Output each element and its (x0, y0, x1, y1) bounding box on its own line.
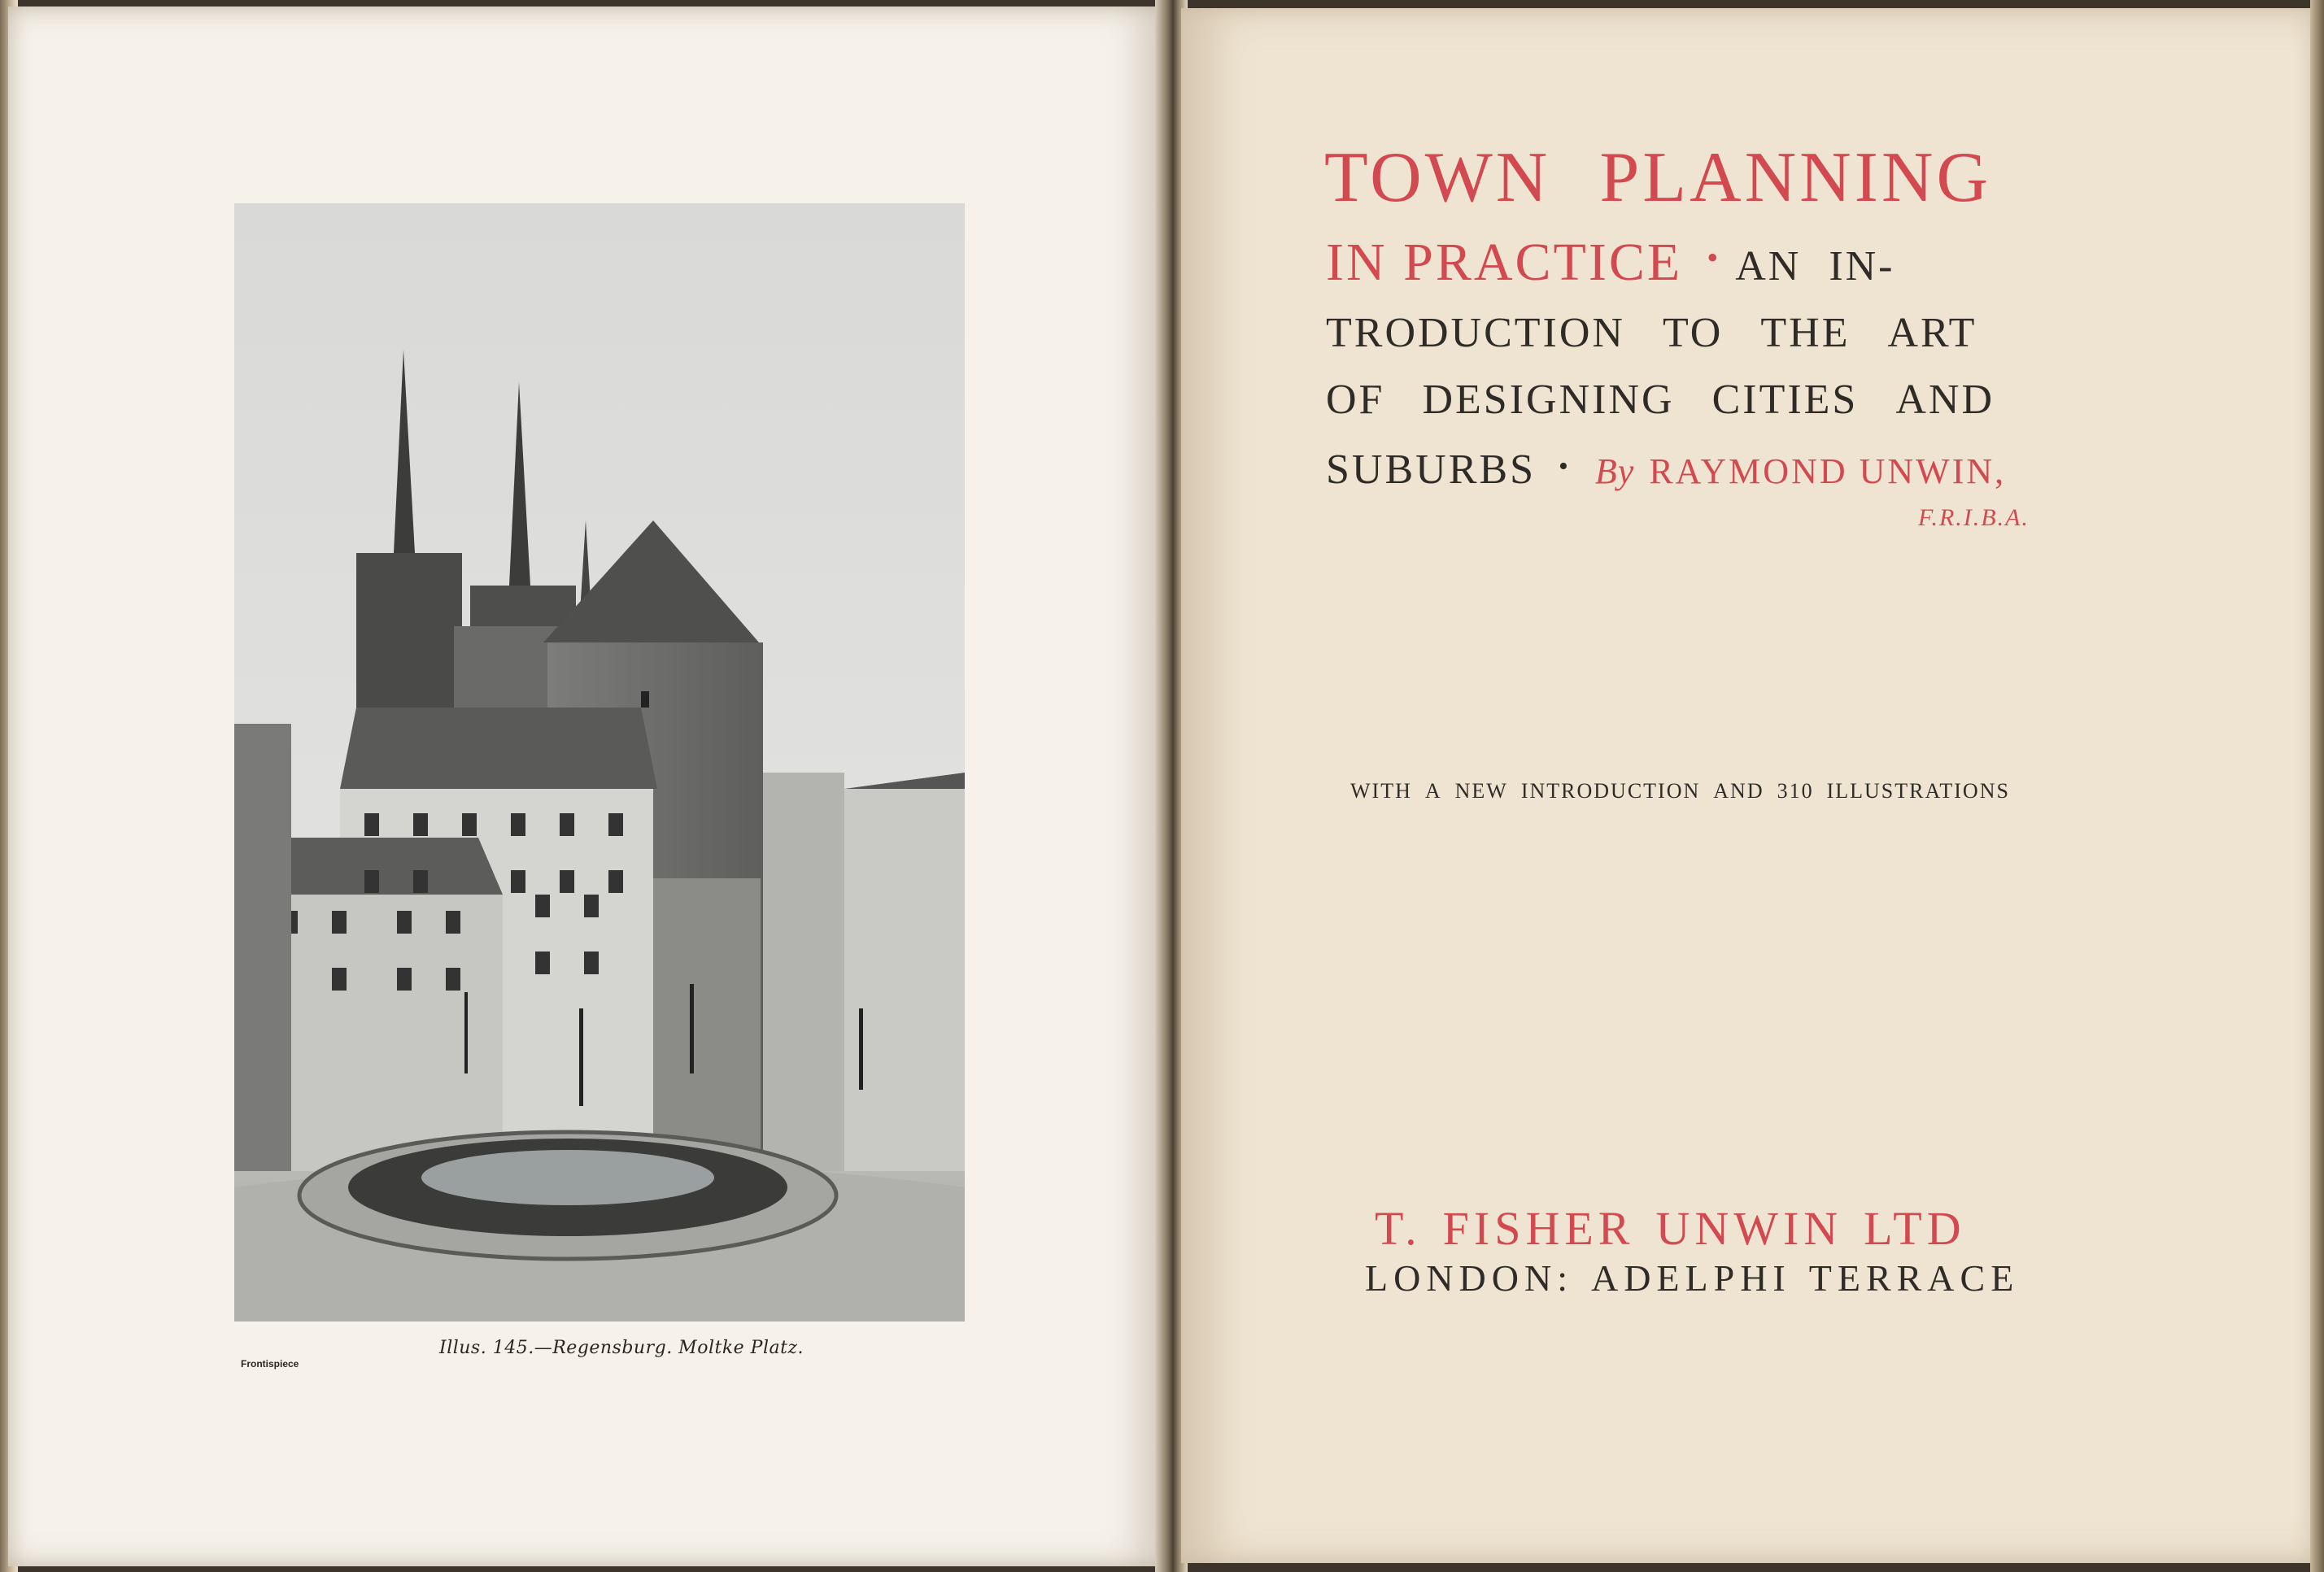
edition-word: A (1424, 779, 1442, 803)
edition-word: AND (1713, 779, 1764, 803)
subtitle-word-suburbs: SUBURBS (1326, 446, 1536, 493)
title-word-town: TOWN (1324, 138, 1551, 217)
author-name: RAYMOND UNWIN, (1649, 451, 2007, 491)
title-line-1 (1324, 137, 1991, 219)
publisher-word: FISHER (1442, 1202, 1635, 1255)
byline-by: By (1594, 451, 1635, 491)
subtitle-word: AND (1895, 377, 1995, 423)
subtitle-line-4 (1326, 376, 1995, 424)
address-word: LONDON: (1365, 1257, 1573, 1299)
subtitle-word: TO (1662, 310, 1724, 356)
byline-separator-dot: • (1559, 451, 1571, 481)
address-word: TERRACE (1808, 1257, 2020, 1299)
publisher-word: LTD (1864, 1202, 1966, 1255)
subtitle-word: ART (1887, 310, 1977, 356)
frontispiece-label: Frontispiece (241, 1358, 299, 1370)
edition-word: ILLUSTRATIONS (1826, 779, 2010, 803)
publisher-word: UNWIN (1655, 1202, 1843, 1255)
subtitle-word: OF (1326, 377, 1385, 423)
subtitle-word: TRODUCTION (1326, 310, 1625, 356)
edition-word: 310 (1777, 779, 1814, 803)
title-word-planning: PLANNING (1599, 138, 1992, 217)
author-credentials: F.R.I.B.A. (1918, 504, 2030, 531)
page-edge-right (2310, 0, 2324, 1572)
publisher-name (1375, 1201, 1966, 1256)
subtitle-word: DESIGNING (1422, 377, 1675, 423)
subtitle-line-5 (1326, 446, 2006, 494)
title-separator-dot: • (1707, 239, 1721, 276)
title-in-practice: IN PRACTICE (1326, 233, 1683, 292)
publisher-word: T. (1375, 1202, 1422, 1255)
subtitle-word: AN (1735, 243, 1802, 290)
title-line-2 (1326, 232, 1895, 294)
address-word: ADELPHI (1590, 1257, 1791, 1299)
regensburg-photo (234, 203, 965, 1322)
edition-word: WITH (1350, 779, 1412, 803)
subtitle-word: CITIES (1711, 377, 1859, 423)
subtitle-word: IN- (1829, 243, 1895, 290)
photo-caption: Illus. 145.—Regensburg. Moltke Platz. (439, 1338, 804, 1358)
edition-word: INTRODUCTION (1520, 779, 1701, 803)
edition-word: NEW (1454, 779, 1508, 803)
subtitle-word: THE (1760, 310, 1851, 356)
publisher-address (1365, 1256, 2019, 1300)
edition-note (1350, 779, 2010, 803)
frontispiece-photograph (234, 203, 965, 1322)
subtitle-line-2 (1735, 243, 1895, 290)
subtitle-line-3 (1326, 309, 1977, 357)
